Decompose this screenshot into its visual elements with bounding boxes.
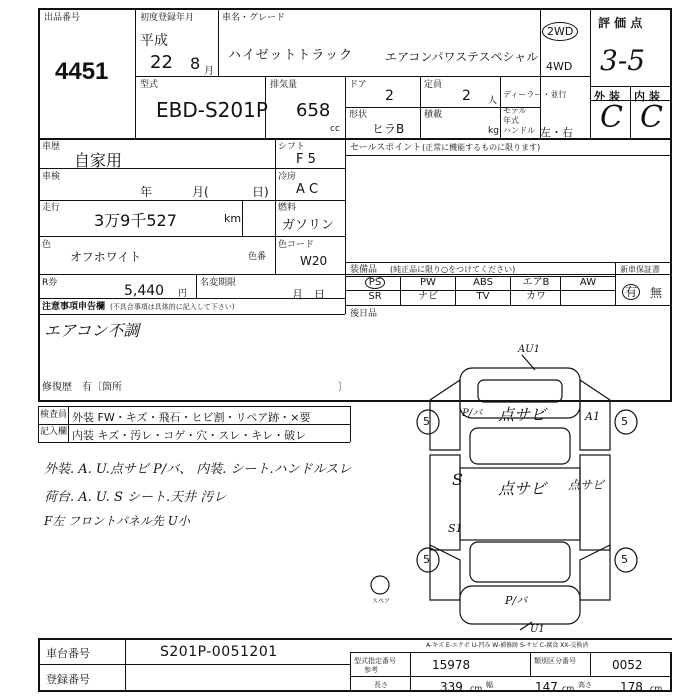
- name-change-label: 名変期限: [200, 278, 237, 288]
- spare-label: スペア: [372, 598, 391, 605]
- chassis-number: S201P-0051201: [160, 644, 278, 660]
- capacity: 2: [462, 88, 471, 104]
- exterior-score: C: [600, 100, 623, 135]
- color: オフホワイト: [70, 250, 142, 264]
- handle-label: ハンドル: [503, 126, 535, 135]
- handle: 左・右: [540, 126, 573, 139]
- repair-value: 有〔箇所: [82, 382, 122, 393]
- mark-rust-cab: 点サビ: [498, 405, 547, 424]
- tire-rear-right: 5: [621, 553, 628, 566]
- interior-check-line: 内装 キズ・汚レ・コゲ・穴・スレ・キレ・破レ: [72, 429, 307, 442]
- length-unit: cm: [470, 684, 483, 693]
- mark-u1: U1: [530, 624, 545, 635]
- mark-au1: AU1: [518, 344, 541, 355]
- lot-label: 出品番号: [44, 13, 81, 23]
- category-number: 0052: [612, 658, 643, 672]
- inspector-label-2: 記入欄: [40, 427, 68, 437]
- overall-score: 3-5: [600, 44, 646, 77]
- use: 自家用: [74, 151, 123, 170]
- declaration-label: 注意事項申告欄: [42, 302, 106, 312]
- load-label: 積載: [424, 110, 443, 120]
- use-label: 車歴: [42, 142, 61, 152]
- handwritten-note-1: 外装. A. U.点サビ P/バ、 内装. シート.ハンドルスレ: [44, 462, 352, 477]
- grade-label: 評 価 点: [598, 16, 643, 30]
- color-code-label: 色コード: [278, 240, 315, 250]
- equipment-label: 装備品: [350, 265, 378, 275]
- reg-month: 8: [190, 54, 201, 73]
- model-label: 型式: [140, 80, 159, 90]
- tire-front-left: 5: [423, 415, 430, 428]
- tire-front-right: 5: [621, 415, 628, 428]
- warranty-no: 無: [650, 286, 663, 300]
- tire-rear-left: 5: [423, 553, 430, 566]
- inspection-year: 年: [140, 185, 153, 199]
- color-label: 色: [42, 240, 52, 250]
- ac: A C: [296, 182, 319, 197]
- after-items-label: 後日品: [350, 309, 378, 319]
- type-cert-label: 型式指定番号: [354, 657, 396, 665]
- color-no-label: 色番: [248, 252, 267, 262]
- equip-tv: TV: [476, 291, 490, 302]
- mark-rust-right: 点サビ: [568, 478, 605, 492]
- dealer-label: ディーラー・並行: [503, 90, 567, 99]
- exterior-label: 外 装: [594, 90, 620, 103]
- fuel: ガソリン: [282, 218, 335, 233]
- equip-leather: カワ: [526, 291, 546, 302]
- repair-label: 修復歴: [42, 382, 72, 393]
- length-value: 339: [440, 680, 463, 694]
- km-unit: km: [224, 212, 242, 225]
- recycle-fee: 5,440: [124, 283, 165, 299]
- warranty-yes: 有: [622, 283, 640, 300]
- era: 平成: [140, 33, 168, 49]
- equipment-note: (純正品に限り○をつけてください): [390, 265, 516, 274]
- model-year-label: モデル年式: [503, 106, 527, 125]
- recycle-label: R券: [42, 278, 58, 288]
- height-value: 178: [620, 680, 643, 694]
- equip-sr: SR: [368, 291, 382, 302]
- shift-label: シフト: [278, 142, 306, 152]
- width-value: 147: [535, 680, 558, 694]
- mark-rust-bed: 点サビ: [498, 479, 547, 498]
- reg-number-label: 登録番号: [46, 673, 90, 686]
- model: EBD-S201P: [156, 98, 268, 122]
- equip-airbag: エアB: [522, 277, 550, 288]
- reg-year: 22: [150, 52, 173, 73]
- month-unit: 月: [204, 66, 214, 77]
- inspection-day: 日): [252, 185, 269, 199]
- car-name: ハイゼットトラック: [228, 48, 354, 63]
- sales-point-label: セールスポイント: [350, 143, 422, 153]
- height-unit: cm: [650, 684, 663, 693]
- mileage: 3万9千527: [94, 211, 177, 230]
- handwritten-note-3: F左 フロントパネル先 U小: [44, 514, 190, 528]
- inspection-label: 車検: [42, 172, 61, 182]
- mark-pba-rear: P/バ: [505, 594, 528, 607]
- interior-score: C: [640, 100, 663, 135]
- fuel-label: 燃料: [278, 203, 297, 213]
- mileage-label: 走行: [42, 203, 61, 213]
- shape: ヒラB: [372, 122, 405, 136]
- capacity-label: 定員: [424, 80, 443, 90]
- inspection-month: 月(: [192, 185, 209, 199]
- ac-label: 冷房: [278, 172, 297, 182]
- yen-unit: 円: [178, 289, 188, 299]
- handwritten-note-2: 荷台. A. U. S シート.天井 汚レ: [44, 490, 227, 505]
- shift: F 5: [296, 152, 316, 167]
- car-name-label: 車名・グレード: [222, 13, 286, 23]
- width-label: 幅: [486, 681, 493, 689]
- warranty-label: 新車保証書: [620, 265, 660, 274]
- door-label: ドア: [349, 80, 367, 90]
- mark-s-left: S: [452, 470, 463, 489]
- shape-label: 形状: [349, 110, 368, 120]
- equip-abs: ABS: [473, 277, 493, 288]
- declaration: エアコン不調: [44, 321, 140, 340]
- mark-pba-front: P/バ: [462, 408, 483, 419]
- drive-2wd: 2WD: [542, 22, 578, 41]
- displacement: 658: [296, 100, 331, 121]
- doors: 2: [385, 88, 394, 104]
- type-cert-number: 15978: [432, 658, 471, 672]
- kg-unit: kg: [488, 126, 499, 136]
- length-label: 長さ: [374, 681, 388, 689]
- category-label: 類別区分番号: [534, 657, 576, 665]
- person-unit: 人: [488, 96, 498, 106]
- first-reg-label: 初度登録年月: [140, 13, 195, 23]
- color-code: W20: [300, 254, 328, 268]
- mark-a1: A1: [585, 410, 600, 423]
- name-change-value: 月 日: [292, 288, 325, 301]
- equip-aw: AW: [579, 277, 597, 288]
- mark-s1: S1: [448, 522, 463, 535]
- inspector-label-1: 検査員: [40, 410, 68, 420]
- sales-point-note: (正常に機能するものに限ります): [422, 143, 541, 152]
- chassis-label: 車台番号: [46, 647, 90, 660]
- displacement-label: 排気量: [270, 80, 298, 90]
- damage-legend: A-キズ E-エクボ U-凹み W-補修跡 S-サビ C-腐食 XX-交換済: [426, 642, 589, 649]
- drive-4wd: 4WD: [546, 60, 573, 73]
- declaration-note: (不具合事項は具体的に記入して下さい): [110, 303, 235, 311]
- cc-unit: cc: [330, 124, 340, 134]
- exterior-check-line: 外装 FW・キズ・飛石・ヒビ割・リペア跡・×要: [72, 411, 311, 424]
- interior-label: 内 装: [634, 90, 660, 103]
- lot-number: 4451: [55, 58, 109, 85]
- height-label: 高さ: [578, 681, 592, 689]
- equip-pw: PW: [420, 277, 436, 288]
- grade: エアコンパワステスペシャル: [385, 50, 539, 64]
- repair-close: 〕: [338, 382, 348, 393]
- type-cert-ref: 参考: [364, 666, 378, 674]
- equip-navi: ナビ: [418, 291, 438, 302]
- equip-ps: PS: [355, 276, 395, 290]
- width-unit: cm: [562, 684, 575, 693]
